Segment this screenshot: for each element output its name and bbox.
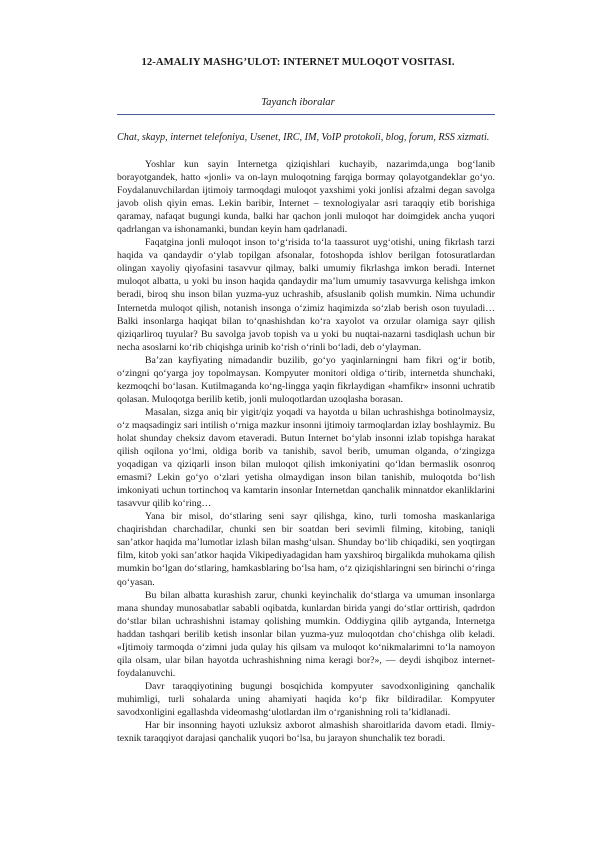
paragraph: Ba’zan kayfiyating nimadandir buzilib, go‘yo yaqinlarningni ham fikri og‘ir botib, o‘zingni qo‘yarga joy topolmaysan. Kompyuter monitori oldiga o‘tirib, internetda shunchaki, kezmoqchi bo‘lasan. Kutilmaganda ko‘ng-lingga yaqin fikrlaydigan «hamfikr» insonni uchratib qolasan. Muloqotga berilib ketib, jonli muloqotlardan uzoqlasha borasan.	[117, 354, 495, 405]
divider-line	[117, 114, 495, 115]
paragraph: Faqatgina jonli muloqot inson to‘g‘risida to‘la taassurot uyg‘otishi, uning fikrlash tarzi haqida va qandaydir o‘ylab topilgan afsonalar, fotoshopda ishlov berilgan fotosuratlardan olingan xayoliy qiyofasini tasavvur qilmay, balki umumiy fikrlashga imkon beradi. Internet muloqot albatta, u yoki bu inson haqida qandaydir ma’lum umumiy tasavvurga kelishga imkon beradi, biroq shu inson bilan yuzma-yuz uchrashib, afsuslanib qolish mumkin. Nima uchundir Internetda muloqot qilish, notanish insonga o‘zimiz haqimizda so‘zlab berish oson tuyuladi… Balki insonlarga haqiqat bilan to‘qnashishdan ko‘ra xayolot va orzular olamiga sayr qilish qiziqarliroq tuyular? Bu savolga javob topish va u yoki bu nuqtai-nazarni tasdiqlash uchun bir necha asoslarni ko‘rib chiqishga urinib ko‘rish o‘rinli bo‘ladi, deb o‘ylayman.	[117, 237, 495, 353]
body-text	[117, 158, 495, 745]
page-title: 12-AMALIY MASHG’ULOT: INTERNET MULOQOT VOSITASI.	[141, 57, 455, 68]
paragraph: Yoshlar kun sayin Internetga qiziqishlari kuchayib, nazarimda,unga bog‘lanib borayotgandek, hatto «jonli» va on-layn muloqotning farqiga bormay qolayotgandeklar go‘yo. Foydalanuvchilardan ijtimoiy tarmoqdagi muloqot yaxshimi yoki jonlisi afzalmi degan savolga javob olish qiyin emas. Lekin baribir, Internet – texnologiyalar asri taraqqiy etib borishiga qaramay, nafaqat bugungi kunda, balki har qachon jonli muloqot har doimgidek ancha yuqori qadrlangan va ishonamanki, bundan keyin ham qadrlanadi.	[117, 159, 495, 236]
paragraph: Yana bir misol, do‘stlaring seni sayr qilishga, kino, turli tomosha maskanlariga chaqirishdan charchadilar, chunki sen bir soatdan beri sevimli filming, kitobing, taniqli san’atkor haqida ma’lumotlar izlash bilan mashg‘ulsan. Shunday bo‘lib chiqadiki, sen yoqtirgan film, kitob yoki san’atkor haqida Vikipediyadagidan ham yaxshiroq birgalikda muhokama qilish mumkin bo‘lgan do‘stlaring, hamkasblaring bo‘lsa ham, o‘z qiziqishlaringni sen birinchi o‘ringa qo‘yasan.	[117, 511, 495, 588]
paragraph: Har bir insonning hayoti uzluksiz axborot almashish sharoitlarida davom etadi. Ilmiy-texnik taraqqiyot darajasi qanchalik yuqori bo‘lsa, bu jarayon shunchalik tez boradi.	[117, 720, 495, 745]
paragraph: Davr taraqqiyotining bugungi bosqichida kompyuter savodxonligining qanchalik muhimligi, turli sohalarda uning ahamiyati haqida ko‘p fikr bildiradilar. Kompyuter savodxonligini egallashda videomashg‘ulotlardan ilm o‘rganishning roli ta’kidlanadi.	[117, 680, 495, 718]
keywords-line: Chat, skayp, internet telefoniya, Usenet, IRC, IM, VoIP protokoli, blog, forum, RSS xizmati.	[117, 132, 490, 143]
paragraph: Masalan, sizga aniq bir yigit/qiz yoqadi va hayotda u bilan uchrashishga botinolmaysiz, o‘z maqsadingiz sari intilish o‘rniga mazkur insonni ijtimoiy tarmoqlardan izlay boshlaymiz. Bu holat shunday cheksiz davom etaveradi. Butun Internet bo‘ylab insonni izlab topishga harakat qilish oqilona yo‘lmi, oldiga borib va tanishib, savol berib, umuman olganda, o‘zingizga yoqadigan va qiziqarli inson bilan muloqot qilish imkoniyatini qo‘ldan bermaslik osonroq emasmi? Lekin go‘yo o‘zlari yetisha olmaydigan inson bilan tanishib, muloqotda bo‘lish imkoniyati uchun tortinchoq va kamtarin insonlar Internetdan qanchalik minnatdor ekanliklarini tasavvur qilib ko‘ring…	[117, 406, 495, 510]
section-subtitle: Tayanch iboralar	[261, 97, 335, 108]
paragraph: Bu bilan albatta kurashish zarur, chunki keyinchalik do‘stlarga va umuman insonlarga mana shunday munosabatlar sababli oqibatda, kunlardan birida yangi do‘stlar orttirish, qadrdon do‘stlar bilan uchrashishni istamay qolishing mumkin. Oddiygina qilib aytganda, Internetga haddan tashqari berilib ketish insonlar bilan yuzma-yuz muloqotdan cho‘chishga olib keladi. «Ijtimoiy tarmoqda o‘zimni juda qulay his qilsam va muloqot ko‘nikmalarimni to‘la namoyon qila olsam, ular bilan hayotda uchrashishning nima keragi bor?», — deydi ishqiboz internet-foydalanuvchi.	[117, 589, 495, 679]
